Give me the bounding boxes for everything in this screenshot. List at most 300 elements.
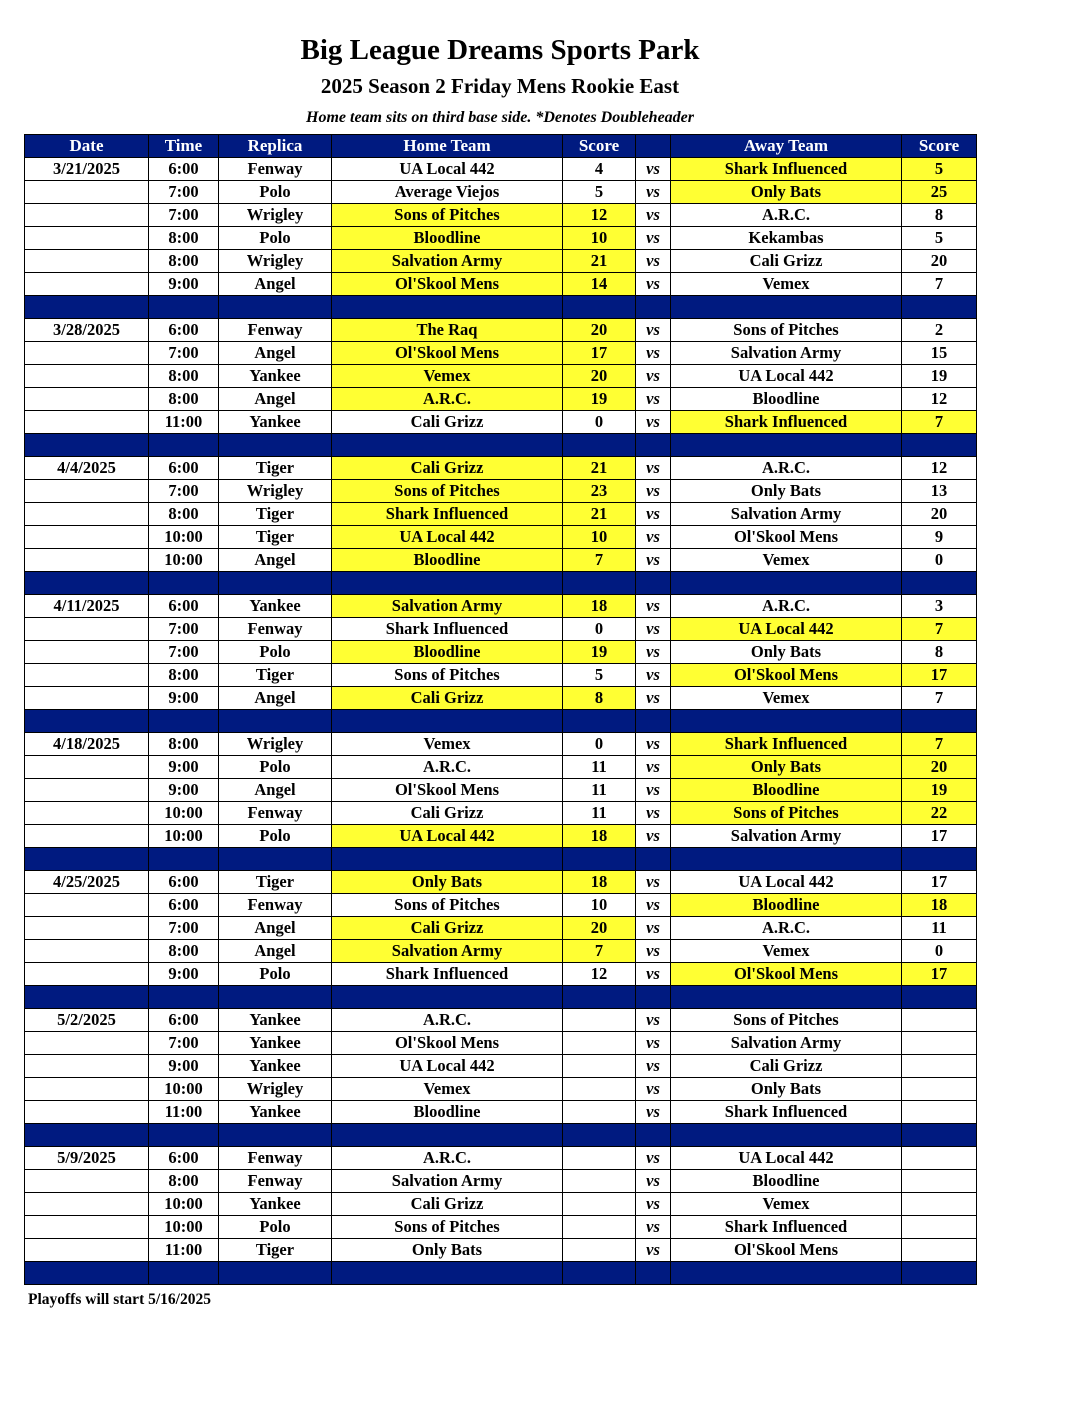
replica-cell: Polo: [219, 641, 332, 664]
away-team-cell: Sons of Pitches: [671, 1009, 902, 1032]
time-cell: 8:00: [149, 365, 219, 388]
replica-cell: Wrigley: [219, 733, 332, 756]
time-cell: 9:00: [149, 779, 219, 802]
vs-cell: vs: [636, 411, 671, 434]
replica-cell: Yankee: [219, 411, 332, 434]
vs-cell: vs: [636, 756, 671, 779]
away-score-cell: 18: [902, 894, 977, 917]
away-score-cell: 17: [902, 871, 977, 894]
week-separator-row: [25, 434, 977, 457]
home-score-cell: 21: [563, 503, 636, 526]
home-score-cell: 17: [563, 342, 636, 365]
schedule-body: [25, 158, 977, 1285]
time-cell: 9:00: [149, 687, 219, 710]
away-score-cell: 7: [902, 273, 977, 296]
table-row: [25, 388, 977, 411]
replica-cell: Fenway: [219, 1147, 332, 1170]
away-score-cell: 19: [902, 365, 977, 388]
replica-cell: Tiger: [219, 871, 332, 894]
away-score-cell: 19: [902, 779, 977, 802]
date-cell: 4/11/2025: [25, 595, 149, 618]
separator-cell: [332, 1124, 563, 1147]
time-cell: 7:00: [149, 1032, 219, 1055]
away-score-cell: 17: [902, 963, 977, 986]
home-team-cell: A.R.C.: [332, 1009, 563, 1032]
away-score-cell: 25: [902, 181, 977, 204]
vs-cell: vs: [636, 273, 671, 296]
vs-cell: vs: [636, 1193, 671, 1216]
away-score-cell: 12: [902, 457, 977, 480]
separator-cell: [332, 434, 563, 457]
separator-cell: [671, 434, 902, 457]
table-row: [25, 917, 977, 940]
home-score-cell: 4: [563, 158, 636, 181]
separator-cell: [636, 986, 671, 1009]
away-team-cell: UA Local 442: [671, 1147, 902, 1170]
away-score-cell: [902, 1055, 977, 1078]
away-team-cell: Sons of Pitches: [671, 802, 902, 825]
away-score-cell: 0: [902, 940, 977, 963]
home-score-cell: 19: [563, 388, 636, 411]
time-cell: 7:00: [149, 181, 219, 204]
table-row: [25, 1055, 977, 1078]
away-team-cell: Bloodline: [671, 388, 902, 411]
vs-cell: vs: [636, 457, 671, 480]
date-cell: [25, 917, 149, 940]
home-score-cell: [563, 1193, 636, 1216]
vs-cell: vs: [636, 342, 671, 365]
away-score-cell: 3: [902, 595, 977, 618]
home-score-cell: 21: [563, 250, 636, 273]
home-score-cell: 5: [563, 664, 636, 687]
home-score-cell: [563, 1078, 636, 1101]
separator-cell: [902, 434, 977, 457]
replica-cell: Fenway: [219, 319, 332, 342]
col-header-date: Date: [25, 135, 149, 158]
table-row: [25, 825, 977, 848]
time-cell: 8:00: [149, 1170, 219, 1193]
table-row: [25, 158, 977, 181]
separator-cell: [671, 1124, 902, 1147]
away-team-cell: Only Bats: [671, 641, 902, 664]
home-score-cell: 20: [563, 917, 636, 940]
date-cell: [25, 1239, 149, 1262]
vs-cell: vs: [636, 250, 671, 273]
home-team-cell: Sons of Pitches: [332, 1216, 563, 1239]
schedule-table: [24, 134, 977, 1285]
date-cell: 5/9/2025: [25, 1147, 149, 1170]
home-team-cell: A.R.C.: [332, 1147, 563, 1170]
table-row: [25, 963, 977, 986]
table-row: [25, 365, 977, 388]
table-row: [25, 1009, 977, 1032]
vs-cell: vs: [636, 664, 671, 687]
home-score-cell: 20: [563, 365, 636, 388]
table-row: [25, 618, 977, 641]
away-score-cell: [902, 1078, 977, 1101]
separator-cell: [671, 572, 902, 595]
separator-cell: [671, 296, 902, 319]
separator-cell: [332, 572, 563, 595]
away-team-cell: Salvation Army: [671, 342, 902, 365]
page-subtitle: 2025 Season 2 Friday Mens Rookie East: [320, 74, 680, 98]
away-team-cell: Shark Influenced: [671, 733, 902, 756]
time-cell: 8:00: [149, 664, 219, 687]
date-cell: [25, 204, 149, 227]
replica-cell: Angel: [219, 940, 332, 963]
week-separator-row: [25, 986, 977, 1009]
home-score-cell: 12: [563, 204, 636, 227]
separator-cell: [332, 1262, 563, 1285]
away-team-cell: Only Bats: [671, 480, 902, 503]
time-cell: 8:00: [149, 733, 219, 756]
away-score-cell: [902, 1101, 977, 1124]
vs-cell: vs: [636, 894, 671, 917]
table-row: [25, 1170, 977, 1193]
replica-cell: Fenway: [219, 158, 332, 181]
vs-cell: vs: [636, 917, 671, 940]
away-team-cell: Ol'Skool Mens: [671, 526, 902, 549]
away-team-cell: Kekambas: [671, 227, 902, 250]
date-cell: [25, 503, 149, 526]
separator-cell: [332, 710, 563, 733]
away-team-cell: Only Bats: [671, 756, 902, 779]
date-cell: [25, 1216, 149, 1239]
separator-cell: [219, 1124, 332, 1147]
home-score-cell: [563, 1147, 636, 1170]
away-score-cell: 9: [902, 526, 977, 549]
replica-cell: Polo: [219, 963, 332, 986]
away-team-cell: Vemex: [671, 940, 902, 963]
home-score-cell: 10: [563, 894, 636, 917]
replica-cell: Fenway: [219, 802, 332, 825]
away-team-cell: Sons of Pitches: [671, 319, 902, 342]
home-score-cell: 11: [563, 756, 636, 779]
separator-cell: [332, 986, 563, 1009]
home-team-cell: Cali Grizz: [332, 411, 563, 434]
replica-cell: Polo: [219, 756, 332, 779]
away-score-cell: 7: [902, 687, 977, 710]
col-header-replica: Replica: [219, 135, 332, 158]
replica-cell: Yankee: [219, 1101, 332, 1124]
home-score-cell: 10: [563, 227, 636, 250]
away-score-cell: 5: [902, 227, 977, 250]
time-cell: 7:00: [149, 342, 219, 365]
home-team-cell: UA Local 442: [332, 158, 563, 181]
home-team-cell: Ol'Skool Mens: [332, 779, 563, 802]
replica-cell: Wrigley: [219, 204, 332, 227]
away-team-cell: Salvation Army: [671, 825, 902, 848]
table-row: [25, 733, 977, 756]
away-score-cell: 13: [902, 480, 977, 503]
replica-cell: Yankee: [219, 595, 332, 618]
date-cell: [25, 1078, 149, 1101]
separator-cell: [219, 434, 332, 457]
date-cell: [25, 894, 149, 917]
away-team-cell: Cali Grizz: [671, 250, 902, 273]
replica-cell: Wrigley: [219, 250, 332, 273]
home-team-cell: Bloodline: [332, 641, 563, 664]
vs-cell: vs: [636, 181, 671, 204]
date-cell: [25, 756, 149, 779]
separator-cell: [563, 434, 636, 457]
separator-cell: [671, 710, 902, 733]
away-score-cell: 20: [902, 756, 977, 779]
separator-cell: [25, 848, 149, 871]
vs-cell: vs: [636, 1032, 671, 1055]
table-row: [25, 273, 977, 296]
away-team-cell: Vemex: [671, 549, 902, 572]
separator-cell: [636, 434, 671, 457]
time-cell: 6:00: [149, 1147, 219, 1170]
away-team-cell: UA Local 442: [671, 871, 902, 894]
table-row: [25, 319, 977, 342]
date-cell: [25, 342, 149, 365]
time-cell: 10:00: [149, 1078, 219, 1101]
date-cell: [25, 825, 149, 848]
replica-cell: Tiger: [219, 503, 332, 526]
separator-cell: [671, 848, 902, 871]
home-team-cell: The Raq: [332, 319, 563, 342]
vs-cell: vs: [636, 595, 671, 618]
home-score-cell: [563, 1009, 636, 1032]
separator-cell: [671, 986, 902, 1009]
home-team-cell: Sons of Pitches: [332, 894, 563, 917]
date-cell: [25, 641, 149, 664]
separator-cell: [332, 848, 563, 871]
separator-cell: [902, 296, 977, 319]
date-cell: [25, 1055, 149, 1078]
table-row: [25, 1101, 977, 1124]
separator-cell: [563, 1262, 636, 1285]
home-score-cell: [563, 1055, 636, 1078]
home-team-cell: Only Bats: [332, 871, 563, 894]
home-team-cell: Vemex: [332, 365, 563, 388]
replica-cell: Yankee: [219, 1193, 332, 1216]
vs-cell: vs: [636, 319, 671, 342]
home-team-cell: Sons of Pitches: [332, 480, 563, 503]
table-row: [25, 641, 977, 664]
separator-cell: [636, 1262, 671, 1285]
home-team-cell: Salvation Army: [332, 1170, 563, 1193]
table-row: [25, 595, 977, 618]
separator-cell: [149, 296, 219, 319]
away-score-cell: [902, 1009, 977, 1032]
home-team-cell: UA Local 442: [332, 1055, 563, 1078]
away-score-cell: 20: [902, 250, 977, 273]
away-score-cell: [902, 1239, 977, 1262]
time-cell: 10:00: [149, 549, 219, 572]
playoffs-note: Playoffs will start 5/16/2025: [28, 1291, 211, 1308]
table-row: [25, 756, 977, 779]
week-separator-row: [25, 572, 977, 595]
away-team-cell: Only Bats: [671, 181, 902, 204]
table-row: [25, 1193, 977, 1216]
away-score-cell: 8: [902, 641, 977, 664]
time-cell: 7:00: [149, 618, 219, 641]
home-score-cell: 12: [563, 963, 636, 986]
replica-cell: Angel: [219, 549, 332, 572]
home-team-cell: Sons of Pitches: [332, 664, 563, 687]
separator-cell: [219, 848, 332, 871]
replica-cell: Tiger: [219, 526, 332, 549]
separator-cell: [563, 986, 636, 1009]
table-row: [25, 664, 977, 687]
away-team-cell: Ol'Skool Mens: [671, 963, 902, 986]
replica-cell: Angel: [219, 273, 332, 296]
vs-cell: vs: [636, 733, 671, 756]
home-team-cell: Only Bats: [332, 1239, 563, 1262]
table-row: [25, 342, 977, 365]
vs-cell: vs: [636, 158, 671, 181]
away-score-cell: [902, 1193, 977, 1216]
separator-cell: [636, 848, 671, 871]
away-team-cell: Bloodline: [671, 1170, 902, 1193]
time-cell: 6:00: [149, 894, 219, 917]
away-team-cell: A.R.C.: [671, 457, 902, 480]
home-team-cell: Shark Influenced: [332, 963, 563, 986]
away-score-cell: 15: [902, 342, 977, 365]
home-score-cell: [563, 1101, 636, 1124]
separator-cell: [25, 296, 149, 319]
away-score-cell: 12: [902, 388, 977, 411]
vs-cell: vs: [636, 1170, 671, 1193]
home-score-cell: 18: [563, 595, 636, 618]
away-score-cell: 7: [902, 618, 977, 641]
separator-cell: [563, 710, 636, 733]
col-header-time: Time: [149, 135, 219, 158]
separator-cell: [219, 572, 332, 595]
date-cell: [25, 250, 149, 273]
away-team-cell: Ol'Skool Mens: [671, 664, 902, 687]
table-row: [25, 871, 977, 894]
replica-cell: Wrigley: [219, 480, 332, 503]
separator-cell: [902, 1124, 977, 1147]
time-cell: 8:00: [149, 250, 219, 273]
home-score-cell: 8: [563, 687, 636, 710]
col-header-home-team: Home Team: [332, 135, 563, 158]
schedule-note: Home team sits on third base side. *Denotes Doubleheader: [306, 109, 694, 126]
away-team-cell: Shark Influenced: [671, 411, 902, 434]
away-team-cell: Salvation Army: [671, 1032, 902, 1055]
time-cell: 6:00: [149, 871, 219, 894]
col-header-vs: [636, 135, 671, 158]
date-cell: [25, 181, 149, 204]
away-score-cell: 20: [902, 503, 977, 526]
separator-cell: [902, 848, 977, 871]
time-cell: 7:00: [149, 204, 219, 227]
separator-cell: [25, 710, 149, 733]
home-team-cell: Shark Influenced: [332, 503, 563, 526]
away-team-cell: A.R.C.: [671, 204, 902, 227]
replica-cell: Fenway: [219, 1170, 332, 1193]
replica-cell: Angel: [219, 917, 332, 940]
date-cell: [25, 388, 149, 411]
date-cell: [25, 480, 149, 503]
home-score-cell: 5: [563, 181, 636, 204]
table-row: [25, 503, 977, 526]
replica-cell: Tiger: [219, 1239, 332, 1262]
separator-cell: [636, 572, 671, 595]
home-score-cell: 20: [563, 319, 636, 342]
time-cell: 11:00: [149, 1239, 219, 1262]
home-team-cell: Cali Grizz: [332, 1193, 563, 1216]
home-score-cell: 14: [563, 273, 636, 296]
vs-cell: vs: [636, 825, 671, 848]
home-score-cell: [563, 1170, 636, 1193]
separator-cell: [902, 1262, 977, 1285]
week-separator-row: [25, 1262, 977, 1285]
home-score-cell: 10: [563, 526, 636, 549]
away-team-cell: Ol'Skool Mens: [671, 1239, 902, 1262]
replica-cell: Angel: [219, 388, 332, 411]
date-cell: 3/21/2025: [25, 158, 149, 181]
away-score-cell: 2: [902, 319, 977, 342]
date-cell: [25, 802, 149, 825]
away-score-cell: [902, 1032, 977, 1055]
away-team-cell: Cali Grizz: [671, 1055, 902, 1078]
date-cell: 4/4/2025: [25, 457, 149, 480]
table-row: [25, 1147, 977, 1170]
home-score-cell: 7: [563, 549, 636, 572]
vs-cell: vs: [636, 365, 671, 388]
table-row: [25, 250, 977, 273]
away-score-cell: 7: [902, 411, 977, 434]
table-row: [25, 1239, 977, 1262]
date-cell: 4/25/2025: [25, 871, 149, 894]
date-cell: [25, 1193, 149, 1216]
separator-cell: [902, 572, 977, 595]
away-score-cell: 22: [902, 802, 977, 825]
separator-cell: [149, 434, 219, 457]
separator-cell: [149, 1262, 219, 1285]
date-cell: [25, 549, 149, 572]
date-cell: [25, 963, 149, 986]
home-team-cell: Salvation Army: [332, 250, 563, 273]
week-separator-row: [25, 848, 977, 871]
separator-cell: [149, 710, 219, 733]
home-score-cell: 7: [563, 940, 636, 963]
replica-cell: Fenway: [219, 618, 332, 641]
replica-cell: Yankee: [219, 1032, 332, 1055]
away-team-cell: Shark Influenced: [671, 1216, 902, 1239]
time-cell: 10:00: [149, 1216, 219, 1239]
home-team-cell: Vemex: [332, 733, 563, 756]
separator-cell: [332, 296, 563, 319]
time-cell: 9:00: [149, 756, 219, 779]
home-score-cell: 19: [563, 641, 636, 664]
away-team-cell: Bloodline: [671, 779, 902, 802]
home-team-cell: Cali Grizz: [332, 457, 563, 480]
time-cell: 6:00: [149, 1009, 219, 1032]
separator-cell: [149, 848, 219, 871]
vs-cell: vs: [636, 687, 671, 710]
vs-cell: vs: [636, 204, 671, 227]
home-score-cell: 11: [563, 802, 636, 825]
time-cell: 9:00: [149, 1055, 219, 1078]
time-cell: 6:00: [149, 595, 219, 618]
table-row: [25, 457, 977, 480]
home-team-cell: UA Local 442: [332, 526, 563, 549]
separator-cell: [219, 710, 332, 733]
away-team-cell: A.R.C.: [671, 595, 902, 618]
separator-cell: [219, 296, 332, 319]
home-score-cell: 0: [563, 618, 636, 641]
separator-cell: [25, 434, 149, 457]
vs-cell: vs: [636, 388, 671, 411]
away-score-cell: 8: [902, 204, 977, 227]
away-score-cell: 0: [902, 549, 977, 572]
